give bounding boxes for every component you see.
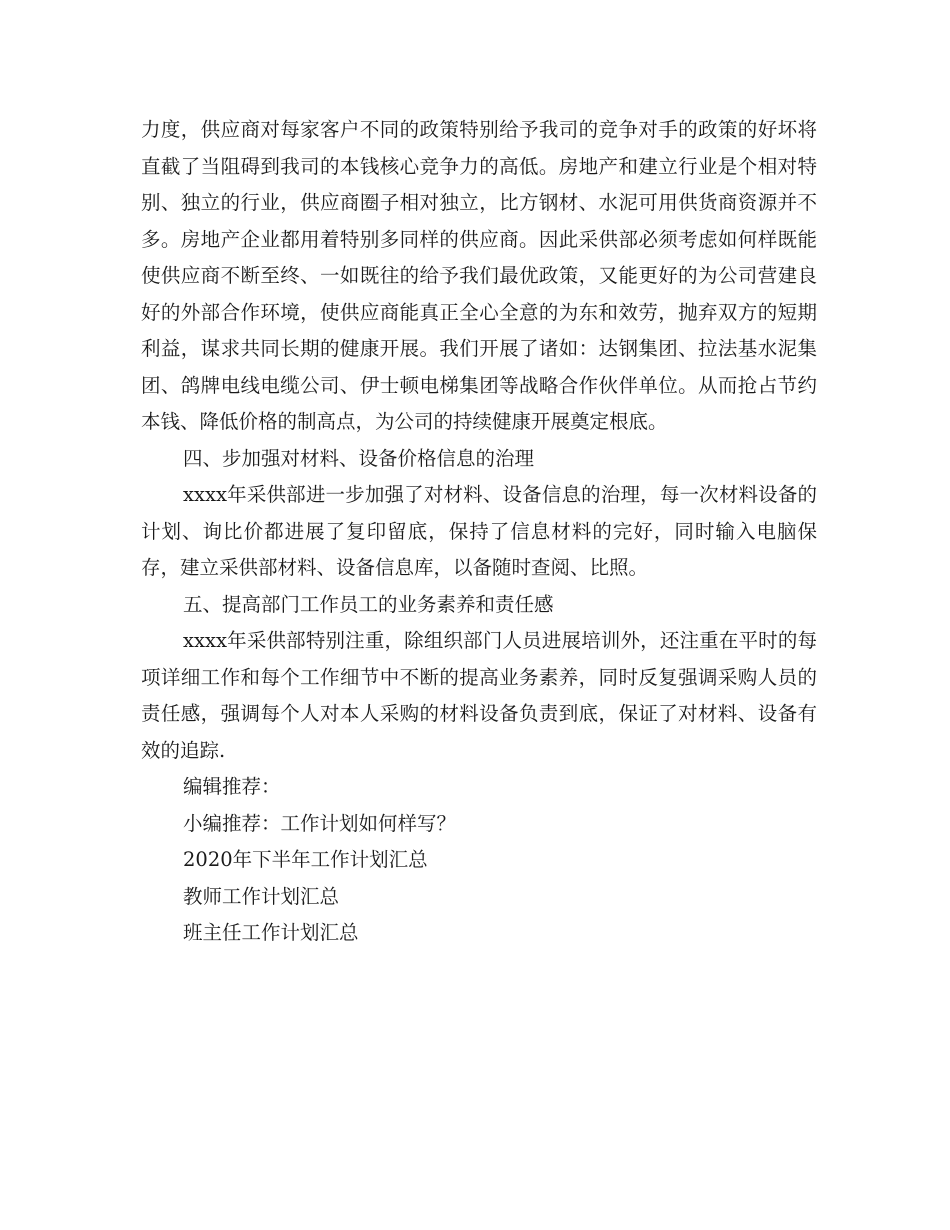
document-body	[141, 112, 817, 952]
paragraph-price-info: xxxx年采供部进一步加强了对材料、设备信息的治理，每一次材料设备的计划、询比价都进展了复印留底，保持了信息材料的完好，同时输入电脑保存，建立采供部材料、设备信息库，以备随时查阅、比照。	[141, 483, 817, 579]
recommendation-link-1[interactable]: 小编推荐：工作计划如何样写？	[183, 811, 457, 835]
editor-recommendation-label: 编辑推荐：	[183, 775, 281, 798]
recommendation-link-4[interactable]: 班主任工作计划汇总	[183, 921, 359, 944]
heading-section-five: 五、提高部门工作员工的业务素养和责任感	[183, 592, 554, 616]
recommendation-link-3[interactable]: 教师工作计划汇总	[183, 884, 340, 908]
heading-section-four: 四、步加强对材料、设备价格信息的治理	[183, 446, 535, 470]
recommendation-link-2[interactable]: 2020年下半年工作计划汇总	[183, 848, 428, 871]
paragraph-staff-quality: xxxx年采供部特别注重，除组织部门人员进展培训外，还注重在平时的每项详细工作和每个工作细节中不断的提高业务素养，同时反复强调采购人员的责任感，强调每个人对本人采购的材料设备负责到底，保证了对材料、设备有效的追踪.	[141, 629, 817, 762]
paragraph-supplier-policy: 力度，供应商对每家客户不同的政策特别给予我司的竞争对手的政策的好坏将直截了当阻碍到我司的本钱核心竞争力的高低。房地产和建立行业是个相对特别、独立的行业，供应商圈子相对独立，比方钢材、水泥可用供货商资源并不多。房地产企业都用着特别多同样的供应商。因此采供部必须考虑如何样既能使供应商不断至终、一如既往的给予我们最优政策，又能更好的为公司营建良好的外部合作环境，使供应商能真正全心全意的为东和效劳，抛弃双方的短期利益，谋求共同长期的健康开展。我们开展了诸如：达钢集团、拉法基水泥集团、鸽牌电线电缆公司、伊士顿电梯集团等战略合作伙伴单位。从而抢占节约本钱、降低价格的制高点，为公司的持续健康开展奠定根底。	[141, 118, 817, 433]
